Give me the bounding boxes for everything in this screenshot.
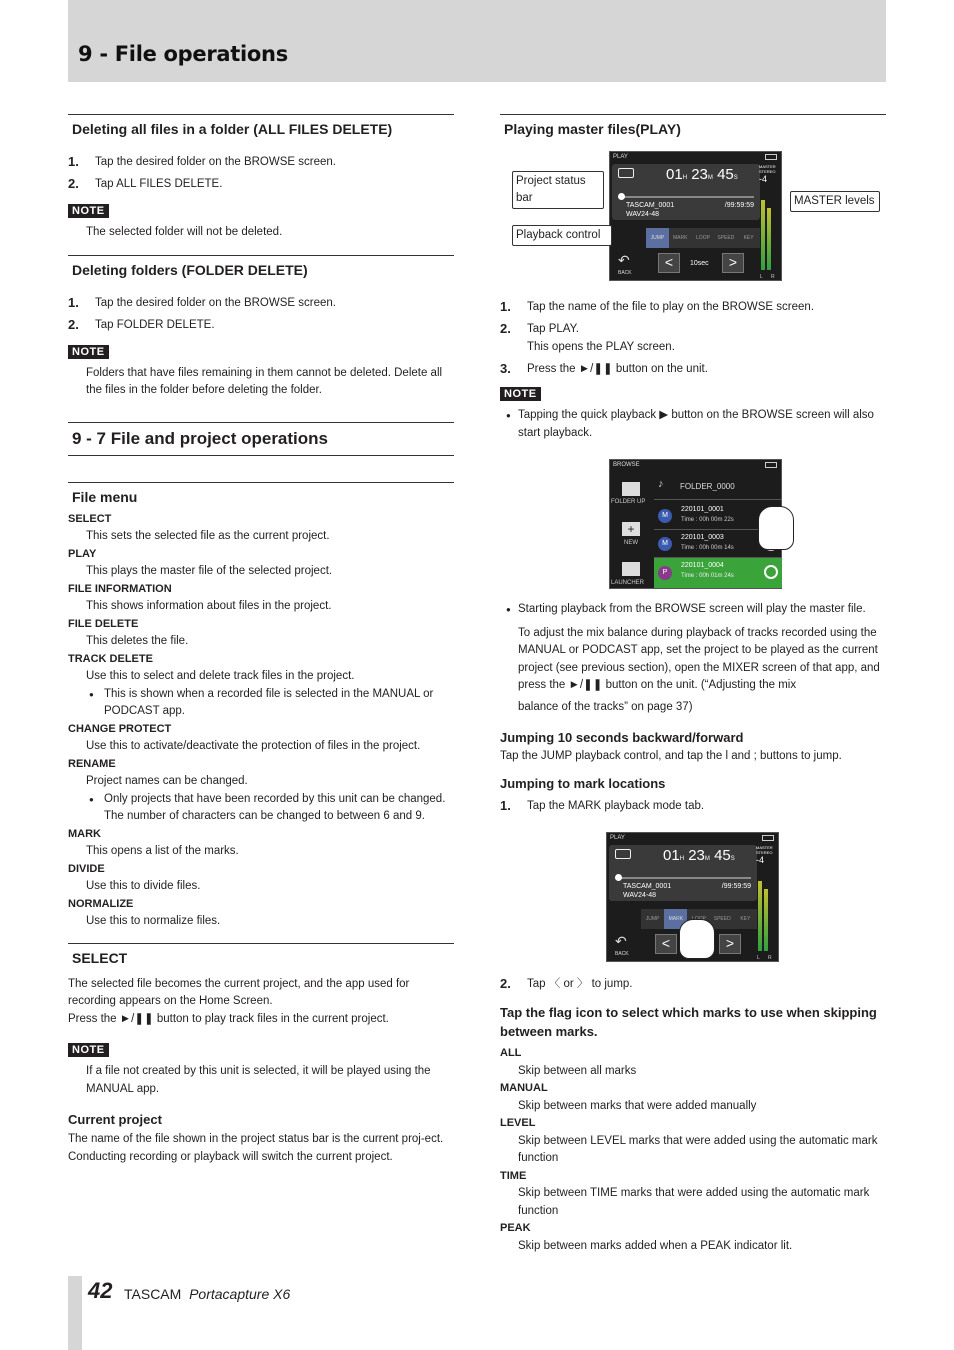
footer-band	[68, 1276, 82, 1350]
mark-desc: Skip between LEVEL marks that were added using the automatic mark function	[518, 1134, 878, 1164]
file-menu-list	[68, 511, 454, 931]
menu-term: CHANGE PROTECT	[68, 722, 172, 735]
screen-label: BROWSE	[613, 462, 640, 468]
music-note-icon: ♪	[658, 478, 664, 490]
file-format: WAV24-48	[626, 211, 660, 218]
section-title-select: SELECT	[72, 949, 128, 966]
section-title-folder-delete: Deleting folders (FOLDER DELETE)	[72, 261, 308, 278]
meter-bar-r	[764, 889, 768, 951]
callout-playback-control: Playback control	[512, 225, 612, 246]
remain-time: /99:59:59	[724, 202, 754, 209]
section-title-play: Playing master files(PLAY)	[504, 121, 681, 137]
browse-sidebar	[610, 472, 652, 590]
footer-brand: TASCAM Portacapture X6	[124, 1286, 291, 1302]
back-icon[interactable]: ↶	[618, 252, 630, 268]
menu-desc: Use this to normalize files.	[86, 915, 221, 927]
select-para: The selected file becomes the current project, and the app used for recording appears on the Home Screen.	[68, 977, 410, 1007]
mark-back-button[interactable]: <	[655, 934, 677, 954]
browse-notes	[500, 601, 886, 819]
step: 1. Tap the desired folder on the BROWSE screen.	[68, 294, 336, 310]
master-label: MASTER STEREO	[756, 845, 773, 855]
menu-bullet: ● Only projects that have been recorded by this unit can be changed. The number of characters can be changed to between 6 and 9.	[68, 791, 454, 826]
menu-term: TRACK DELETE	[68, 652, 153, 665]
file-format: WAV24-48	[623, 892, 657, 899]
meter-bar-l	[761, 200, 765, 270]
note-label: NOTE	[68, 1043, 109, 1057]
menu-term: RENAME	[68, 757, 116, 770]
menu-term: FILE INFORMATION	[68, 582, 172, 595]
mark-forward-button[interactable]: >	[719, 934, 741, 954]
menu-desc: This sets the selected file as the current project.	[86, 530, 330, 542]
time-display: 01H 23M 45S	[663, 847, 735, 864]
meter-l: L	[757, 955, 760, 961]
mark-term: PEAK	[500, 1222, 531, 1234]
callout-project-status: Project status bar	[512, 171, 604, 209]
menu-term: PLAY	[68, 547, 97, 560]
battery-icon	[762, 835, 774, 841]
mark-desc: Skip between marks that were added manually	[518, 1099, 757, 1112]
menu-desc: This opens a list of the marks.	[86, 845, 239, 857]
browse-screen-image	[609, 459, 782, 589]
note-label: NOTE	[68, 345, 109, 359]
hand-pointer-icon	[758, 506, 794, 550]
tab-mark[interactable]: MARK	[664, 909, 687, 929]
project-status-bar	[612, 164, 760, 220]
meter-bar-r	[767, 208, 771, 270]
jump-title: Jumping 10 seconds backward/forward	[500, 730, 744, 745]
progress-knob	[618, 193, 625, 200]
step: 2. Tap ALL FILES DELETE.	[68, 176, 223, 191]
podcast-badge-icon: P	[658, 566, 672, 580]
file-name: TASCAM_0001	[626, 202, 675, 209]
tab-key[interactable]: KEY	[737, 228, 760, 248]
menu-term: MARK	[68, 827, 101, 840]
screen-label: PLAY	[613, 154, 628, 160]
mark-term: MANUAL	[500, 1082, 548, 1094]
playback-tabs	[646, 228, 760, 248]
note-text: The selected folder will not be deleted.	[86, 226, 283, 238]
jump-forward-button[interactable]: >	[722, 253, 744, 273]
menu-desc: Use this to select and delete track files in the project.	[86, 670, 355, 682]
play-steps	[500, 298, 886, 442]
tab-mark[interactable]: MARK	[669, 228, 692, 248]
play-pause-icon: ►/❚❚	[578, 363, 613, 375]
note-text: If a file not created by this unit is selected, it will be played using the MANUAL app.	[86, 1065, 431, 1095]
menu-desc: This plays the master file of the selected project.	[86, 565, 333, 577]
menu-desc: This deletes the file.	[86, 635, 189, 647]
stop-icon	[618, 168, 634, 178]
tab-jump[interactable]: JUMP	[641, 909, 664, 929]
mark-term: TIME	[500, 1169, 527, 1182]
step: 2. Tap FOLDER DELETE.	[68, 316, 215, 332]
master-meter	[756, 845, 776, 961]
play-pause-icon: ►/❚❚	[568, 679, 603, 691]
folder-row[interactable]	[654, 472, 782, 500]
tab-key[interactable]: KEY	[734, 909, 757, 929]
new-label: NEW	[624, 540, 638, 546]
page-number: 42	[88, 1278, 113, 1303]
meter-r: R	[771, 274, 775, 280]
launcher-icon[interactable]	[622, 562, 640, 576]
file-name: TASCAM_0001	[623, 883, 672, 890]
master-label: MASTER STEREO	[759, 164, 776, 174]
step: 1. Tap the name of the file to play on the BROWSE screen.	[500, 299, 815, 314]
menu-bullet: ● This is shown when a recorded file is selected in the MANUAL or PODCAST app.	[68, 686, 454, 721]
mark-details	[500, 975, 886, 1255]
step: 2. Tap PLAY.	[500, 321, 580, 336]
time-display: 01H 23M 45S	[666, 166, 738, 183]
progress-knob	[615, 874, 622, 881]
meter-l: L	[760, 274, 763, 280]
tab-speed[interactable]: SPEED	[711, 909, 734, 929]
mark-title: Jumping to mark locations	[500, 775, 666, 791]
screen-label: PLAY	[610, 835, 625, 841]
step: 1. Tap the MARK playback mode tab.	[500, 797, 705, 813]
manual-badge-icon: M	[658, 509, 672, 523]
step: 2. Tap 〈 or 〉 to jump.	[500, 976, 633, 991]
right-column	[500, 114, 886, 145]
meter-bar-l	[758, 881, 762, 951]
launcher-label: LAUNCHER	[611, 580, 645, 586]
section-title-file-menu: File menu	[72, 488, 138, 505]
note-text: Folders that have files remaining in them cannot be deleted. Delete all the files in the folder before deleting the folder.	[86, 366, 443, 396]
progress-bar	[615, 877, 751, 879]
callout-master-levels: MASTER levels	[790, 191, 880, 212]
jump-time: 10sec	[690, 260, 709, 267]
mark-desc: Skip between TIME marks that were added using the automatic mark function	[518, 1187, 870, 1217]
file-time: Time : 00h 01m 24s	[681, 573, 734, 579]
back-label: BACK	[618, 270, 632, 276]
menu-desc: This shows information about files in the project.	[86, 600, 332, 612]
folder-name: FOLDER_0000	[680, 482, 735, 491]
menu-term: NORMALIZE	[68, 897, 134, 910]
file-time: Time : 00h 00m 22s	[681, 517, 734, 523]
jump-text: Tap the JUMP playback control, and tap the l and ; buttons to jump.	[500, 750, 842, 762]
file-name: 220101_0001	[681, 506, 724, 513]
chevron-right-icon: 〉	[576, 978, 589, 990]
jump-back-button[interactable]: <	[658, 253, 680, 273]
menu-desc: Use this to divide files.	[86, 880, 201, 892]
menu-term: DIVIDE	[68, 862, 105, 875]
hand-pointer-icon	[679, 919, 715, 959]
menu-term: SELECT	[68, 512, 112, 525]
mark-desc: Skip between all marks	[518, 1064, 637, 1077]
manual-badge-icon: M	[658, 537, 672, 551]
select-para-press: Press the ►/❚❚ button to play track files in the current project.	[68, 1012, 389, 1025]
current-project-text: The name of the file shown in the project status bar is the current proj-ect. Conducting recording or playback will switch the current project.	[68, 1133, 444, 1163]
section-title-all-files-delete: Deleting all files in a folder (ALL FILES DELETE)	[72, 121, 393, 137]
step: 3. Press the ►/❚❚ button on the unit.	[500, 361, 708, 376]
mark-term: ALL	[500, 1047, 522, 1059]
file-row-selected[interactable]	[654, 558, 782, 588]
battery-icon	[765, 462, 777, 468]
step-sub: This opens the PLAY screen.	[527, 341, 675, 353]
play-screen-image	[609, 151, 782, 281]
note-label: NOTE	[68, 204, 109, 218]
stop-icon	[615, 849, 631, 859]
flag-title: Tap the flag icon to select which marks to use when skipping between marks.	[500, 1005, 877, 1039]
master-value: -4	[756, 855, 765, 865]
battery-icon	[765, 154, 777, 160]
section-title-file-project-ops: 9 - 7 File and project operations	[68, 422, 454, 456]
file-name: 220101_0003	[681, 534, 724, 541]
chevron-left-icon: 〈	[548, 978, 561, 990]
progress-bar	[618, 196, 754, 198]
back-label: BACK	[615, 951, 629, 957]
menu-desc: Project names can be changed.	[86, 775, 248, 787]
tab-speed[interactable]: SPEED	[714, 228, 737, 248]
master-value: -4	[759, 174, 768, 184]
new-icon[interactable]: +	[622, 522, 640, 536]
tab-jump[interactable]: JUMP	[646, 228, 669, 248]
note-bullet: ● Starting playback from the BROWSE screen will play the master file.	[500, 601, 886, 619]
quick-play-icon[interactable]	[764, 565, 778, 579]
header-band	[68, 0, 886, 82]
remain-time: /99:59:59	[721, 883, 751, 890]
current-project-title: Current project	[68, 1112, 162, 1127]
play-mark-screen-image	[606, 832, 779, 962]
step: 1. Tap the desired folder on the BROWSE screen.	[68, 154, 336, 169]
folder-up-icon[interactable]	[622, 482, 640, 496]
menu-desc: Use this to activate/deactivate the protection of files in the project.	[86, 740, 421, 752]
mark-desc: Skip between marks added when a PEAK indicator lit.	[518, 1239, 793, 1252]
file-name: 220101_0004	[681, 562, 724, 569]
note-label: NOTE	[500, 387, 541, 401]
mix-balance-para: To adjust the mix balance during playback of tracks recorded using the MANUAL or PODCAST app, set the project to be played as the current project (see previous section), open the MIXER screen of that app, and press the ►/❚❚ button on the unit. (“Adjusting the mix	[518, 626, 880, 691]
mark-term: LEVEL	[500, 1117, 536, 1129]
note-bullet: ● Tapping the quick playback ▶ button on the BROWSE screen will also start playback.	[500, 407, 886, 442]
back-icon[interactable]: ↶	[615, 933, 627, 949]
tab-loop[interactable]: LOOP	[692, 228, 715, 248]
master-meter	[759, 164, 779, 280]
mix-balance-tail: balance of the tracks” on page 37)	[518, 700, 693, 713]
meter-r: R	[768, 955, 772, 961]
file-time: Time : 00h 00m 14s	[681, 545, 734, 551]
menu-term: FILE DELETE	[68, 617, 139, 630]
project-status-bar	[609, 845, 757, 901]
play-pause-icon: ►/❚❚	[119, 1012, 154, 1025]
page-title: 9 - File operations	[78, 42, 288, 66]
folder-up-label: FOLDER UP	[611, 499, 646, 505]
left-column	[68, 114, 454, 1166]
